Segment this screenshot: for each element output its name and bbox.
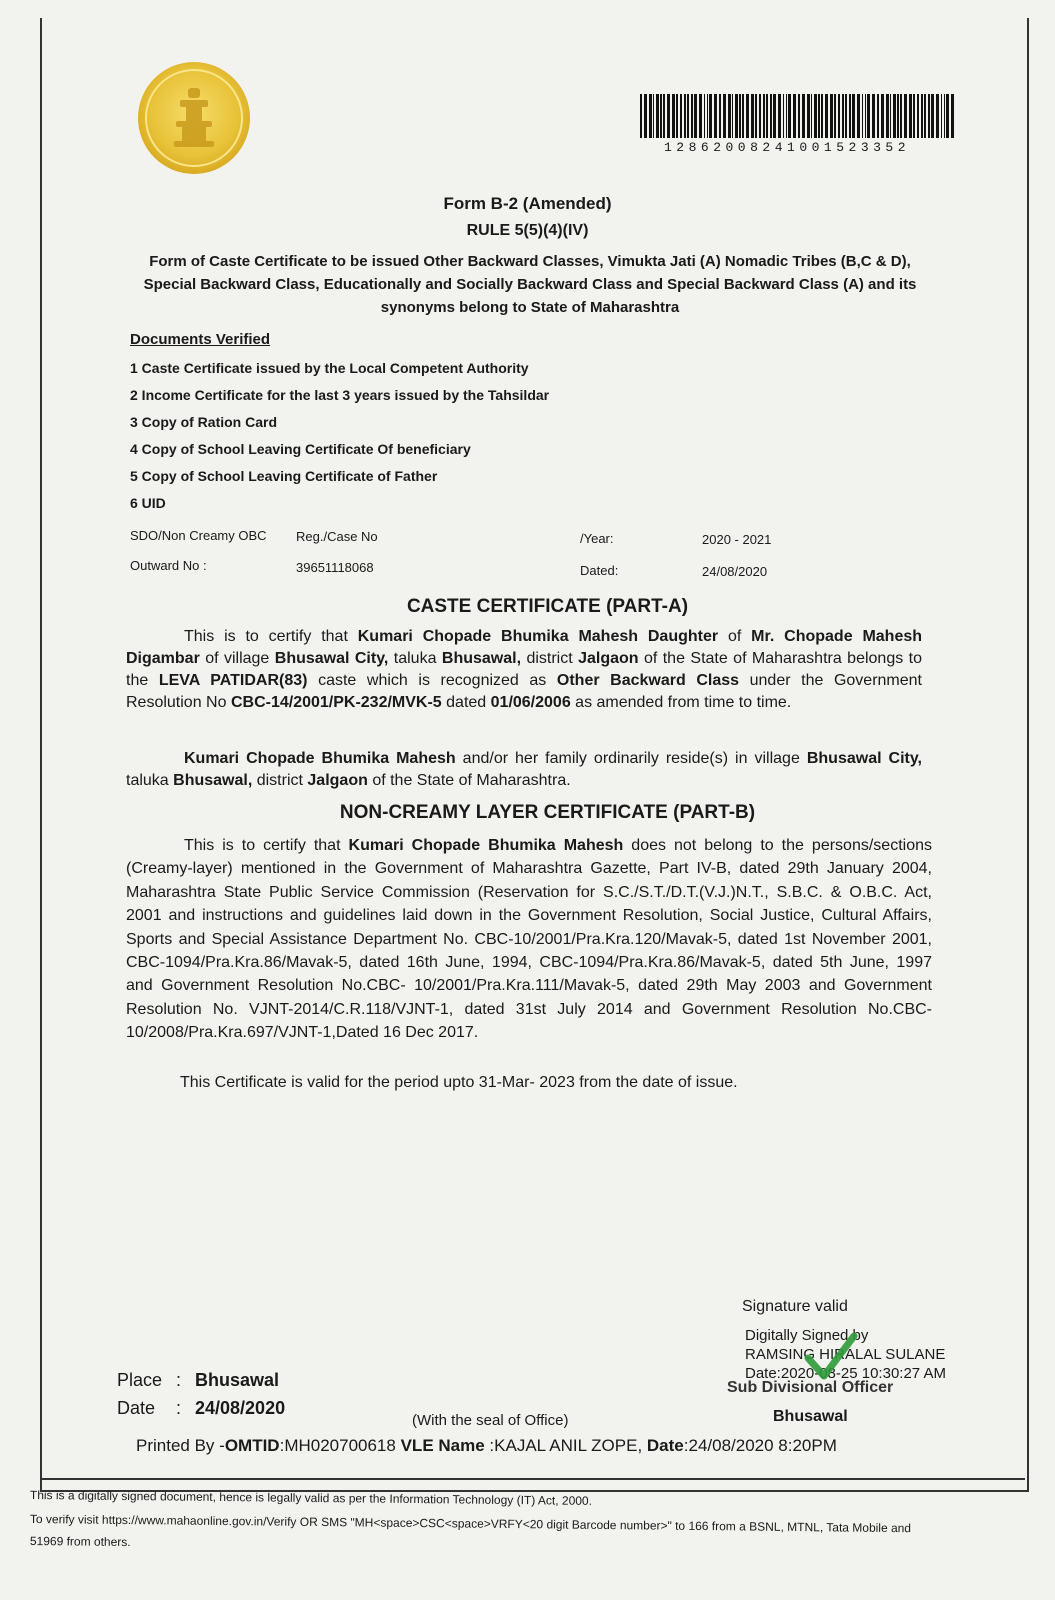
footer-divider bbox=[40, 1478, 1025, 1480]
part-b-heading: NON-CREAMY LAYER CERTIFICATE (PART-B) bbox=[339, 802, 756, 823]
year-label: /Year: bbox=[580, 531, 614, 546]
signature-valid-label: Signature valid bbox=[742, 1298, 848, 1315]
validity-text: This Certificate is valid for the period upto 31-Mar- 2023 from the date of issue. bbox=[180, 1074, 738, 1091]
list-item: 4 Copy of School Leaving Certificate Of beneficiary bbox=[130, 441, 471, 457]
documents-list bbox=[130, 358, 549, 520]
barcode-number: 12862008241001523352 bbox=[664, 140, 911, 155]
form-subtitle: Form of Caste Certificate to be issued Other Backward Classes, Vimukta Jati (A) Nomadic Tribes (B,C & D), Special Backward Class, Educationally and Socially Backward Class and Special Backward Class (A) and its synonyms belong to State of Maharashtra bbox=[143, 253, 917, 316]
printed-by-line: Printed By -OMTID:MH020700618 VLE Name :KAJAL ANIL ZOPE, Date:24/08/2020 8:20PM bbox=[136, 1436, 837, 1455]
part-a-residence: Kumari Chopade Bhumika Mahesh and/or her family ordinarily reside(s) in village Bhusawal City, taluka Bhusawal, district Jalgaon of the State of Maharashtra. bbox=[126, 750, 923, 789]
form-title: Form B-2 (Amended) bbox=[443, 194, 612, 213]
dated-value: 24/08/2020 bbox=[702, 564, 768, 579]
list-item: 2 Income Certificate for the last 3 years issued by the Tahsildar bbox=[130, 387, 550, 403]
place-value: Bhusawal bbox=[195, 1370, 280, 1390]
year-value: 2020 - 2021 bbox=[702, 532, 772, 547]
list-item: 1 Caste Certificate issued by the Local Competent Authority bbox=[130, 360, 529, 376]
date-colon: : bbox=[176, 1398, 182, 1418]
part-a-paragraph: This is to certify that Kumari Chopade Bhumika Mahesh Daughter of Mr. Chopade Mahesh Digambar of village Bhusawal City, taluka Bhusawal, district Jalgaon of the State of Maharashtra belongs to the LEVA PATIDAR(83) caste which is recognized as Other Backward Class under the Government Resolution No CBC-14/2001/PK-232/MVK-5 dated 01/06/2006 as amended from time to time. bbox=[126, 628, 923, 711]
signed-by-line: Digitally Signed by bbox=[745, 1327, 869, 1344]
officer-designation: Sub Divisional Officer bbox=[727, 1379, 894, 1396]
list-item: 5 Copy of School Leaving Certificate of Father bbox=[130, 468, 438, 484]
place-colon: : bbox=[176, 1370, 182, 1390]
part-a-heading: CASTE CERTIFICATE (PART-A) bbox=[406, 596, 689, 617]
list-item: 3 Copy of Ration Card bbox=[130, 414, 278, 430]
footnote-verify: To verify visit https://www.mahaonline.gov.in/Verify OR SMS "MH<space>CSC<space>VRFY<20 digit Barcode number>" to 166 from a BSNL, MTNL, Tata Mobile and bbox=[29, 1512, 912, 1536]
date-value: 24/08/2020 bbox=[195, 1398, 286, 1418]
state-seal-icon bbox=[136, 60, 252, 176]
officer-location: Bhusawal bbox=[773, 1408, 848, 1425]
signer-name: RAMSING HIRALAL SULANE bbox=[745, 1346, 946, 1363]
outward-label: Outward No : bbox=[130, 558, 207, 573]
list-item: 6 UID bbox=[130, 495, 166, 511]
outward-value: 39651118068 bbox=[296, 560, 374, 575]
documents-heading: Documents Verified bbox=[130, 331, 271, 348]
signature-date: Date:2020-08-25 10:30:27 AM bbox=[745, 1365, 946, 1382]
dated-label: Dated: bbox=[580, 563, 619, 578]
reg-case-label: Reg./Case No bbox=[296, 529, 378, 544]
part-b-paragraph: This is to certify that Kumari Chopade Bhumika Mahesh does not belong to the persons/sections (Creamy-layer) mentioned in the Government of Maharashtra Gazette, Part IV-B, dated 29th January 2004, Maharashtra State Public Service Commission (Reservation for S.C./S.T./D.T.(V.J.)N.T., S.B.C. & O.B.C. Act, 2001 and instructions and guidelines laid down in the Government Resolution, Social Justice, Cultural Affairs, Sports and Special Assistance Department No. CBC-10/2001/Pra.Kra.120/Mavak-5, dated 1st November 2001, CBC-1094/Pra.Kra.86/Mavak-5, dated 16th June, 1994, CBC-1094/Pra.Kra.86/Mavak-5, dated 5th June, 1997 and Government Resolution No.CBC- 10/2001/Pra.Kra.111/Mavak-5, dated 29th May 2003 and Government Resolution No. VJNT-2014/C.R.118/VJNT-1, dated 31st July 2014 and Government Resolution No.CBC-10/2008/Pra.Kra.697/VJNT-1,Dated 16 Dec 2017. bbox=[126, 837, 932, 1042]
place-label: Place bbox=[117, 1370, 163, 1390]
date-label: Date bbox=[117, 1398, 156, 1418]
barcode-image bbox=[640, 94, 954, 138]
valid-check-icon bbox=[802, 1330, 858, 1386]
rule-title: RULE 5(5)(4)(IV) bbox=[466, 222, 589, 239]
footnote-sms: 51969 from others. bbox=[29, 1534, 131, 1550]
office-label: SDO/Non Creamy OBC bbox=[130, 528, 267, 543]
footnote-legal: This is a digitally signed document, hence is legally valid as per the Information Technology (IT) Act, 2000. bbox=[29, 1488, 593, 1508]
seal-note: (With the seal of Office) bbox=[412, 1412, 569, 1429]
